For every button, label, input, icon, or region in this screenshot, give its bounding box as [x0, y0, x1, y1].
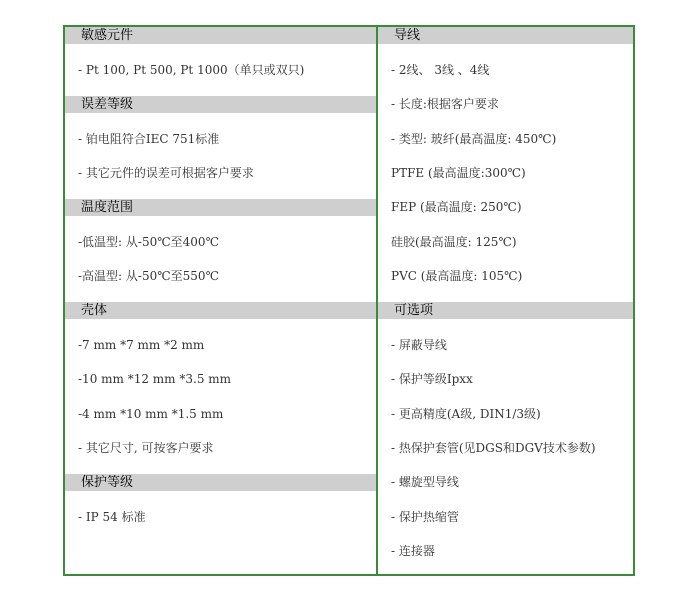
options-item: - 更高精度(A级, DIN1/3级) [391, 407, 541, 421]
section-heading-options: 可选项 [378, 302, 633, 319]
housing-item: - 其它尺寸, 可按客户要求 [78, 441, 214, 455]
options-item: - 连接器 [391, 544, 435, 558]
housing-item: -10 mm *12 mm *3.5 mm [78, 372, 232, 386]
options-item: - 螺旋型导线 [391, 475, 459, 489]
options-item: - 热保护套管(见DGS和DGV技术参数) [391, 441, 596, 455]
temperature-item: -低温型: 从-50℃至400℃ [78, 235, 219, 249]
wires-item: - 长度:根据客户要求 [391, 97, 499, 111]
section-heading-sensor: 敏感元件 [65, 27, 376, 44]
options-item: - 保护等级Ipxx [391, 372, 473, 386]
options-item: - 保护热缩管 [391, 510, 459, 524]
section-heading-temperature: 温度范围 [65, 199, 376, 216]
housing-item: -7 mm *7 mm *2 mm [78, 338, 205, 352]
spec-table [63, 25, 635, 576]
section-heading-protection: 保护等级 [65, 474, 376, 491]
wires-item: PVC (最高温度: 105℃) [391, 269, 523, 283]
wires-item: - 类型: 玻纤(最高温度: 450℃) [391, 132, 557, 146]
wires-item: FEP (最高温度: 250℃) [391, 200, 522, 214]
protection-item: - IP 54 标准 [78, 510, 146, 524]
housing-item: -4 mm *10 mm *1.5 mm [78, 407, 224, 421]
section-heading-housing: 壳体 [65, 302, 376, 319]
options-item: - 屏蔽导线 [391, 338, 447, 352]
wires-item: 硅胶(最高温度: 125℃) [391, 235, 517, 249]
wires-item: - 2线、 3线 、4线 [391, 63, 490, 77]
temperature-item: -高温型: 从-50℃至550℃ [78, 269, 219, 283]
wires-item: PTFE (最高温度:300℃) [391, 166, 526, 180]
sensor-item: - Pt 100, Pt 500, Pt 1000（单只或双只) [78, 63, 305, 77]
tolerance-item: - 铂电阻符合IEC 751标准 [78, 132, 220, 146]
tolerance-item: - 其它元件的误差可根据客户要求 [78, 166, 254, 180]
section-heading-tolerance: 误差等级 [65, 96, 376, 113]
section-heading-wires: 导线 [378, 27, 633, 44]
